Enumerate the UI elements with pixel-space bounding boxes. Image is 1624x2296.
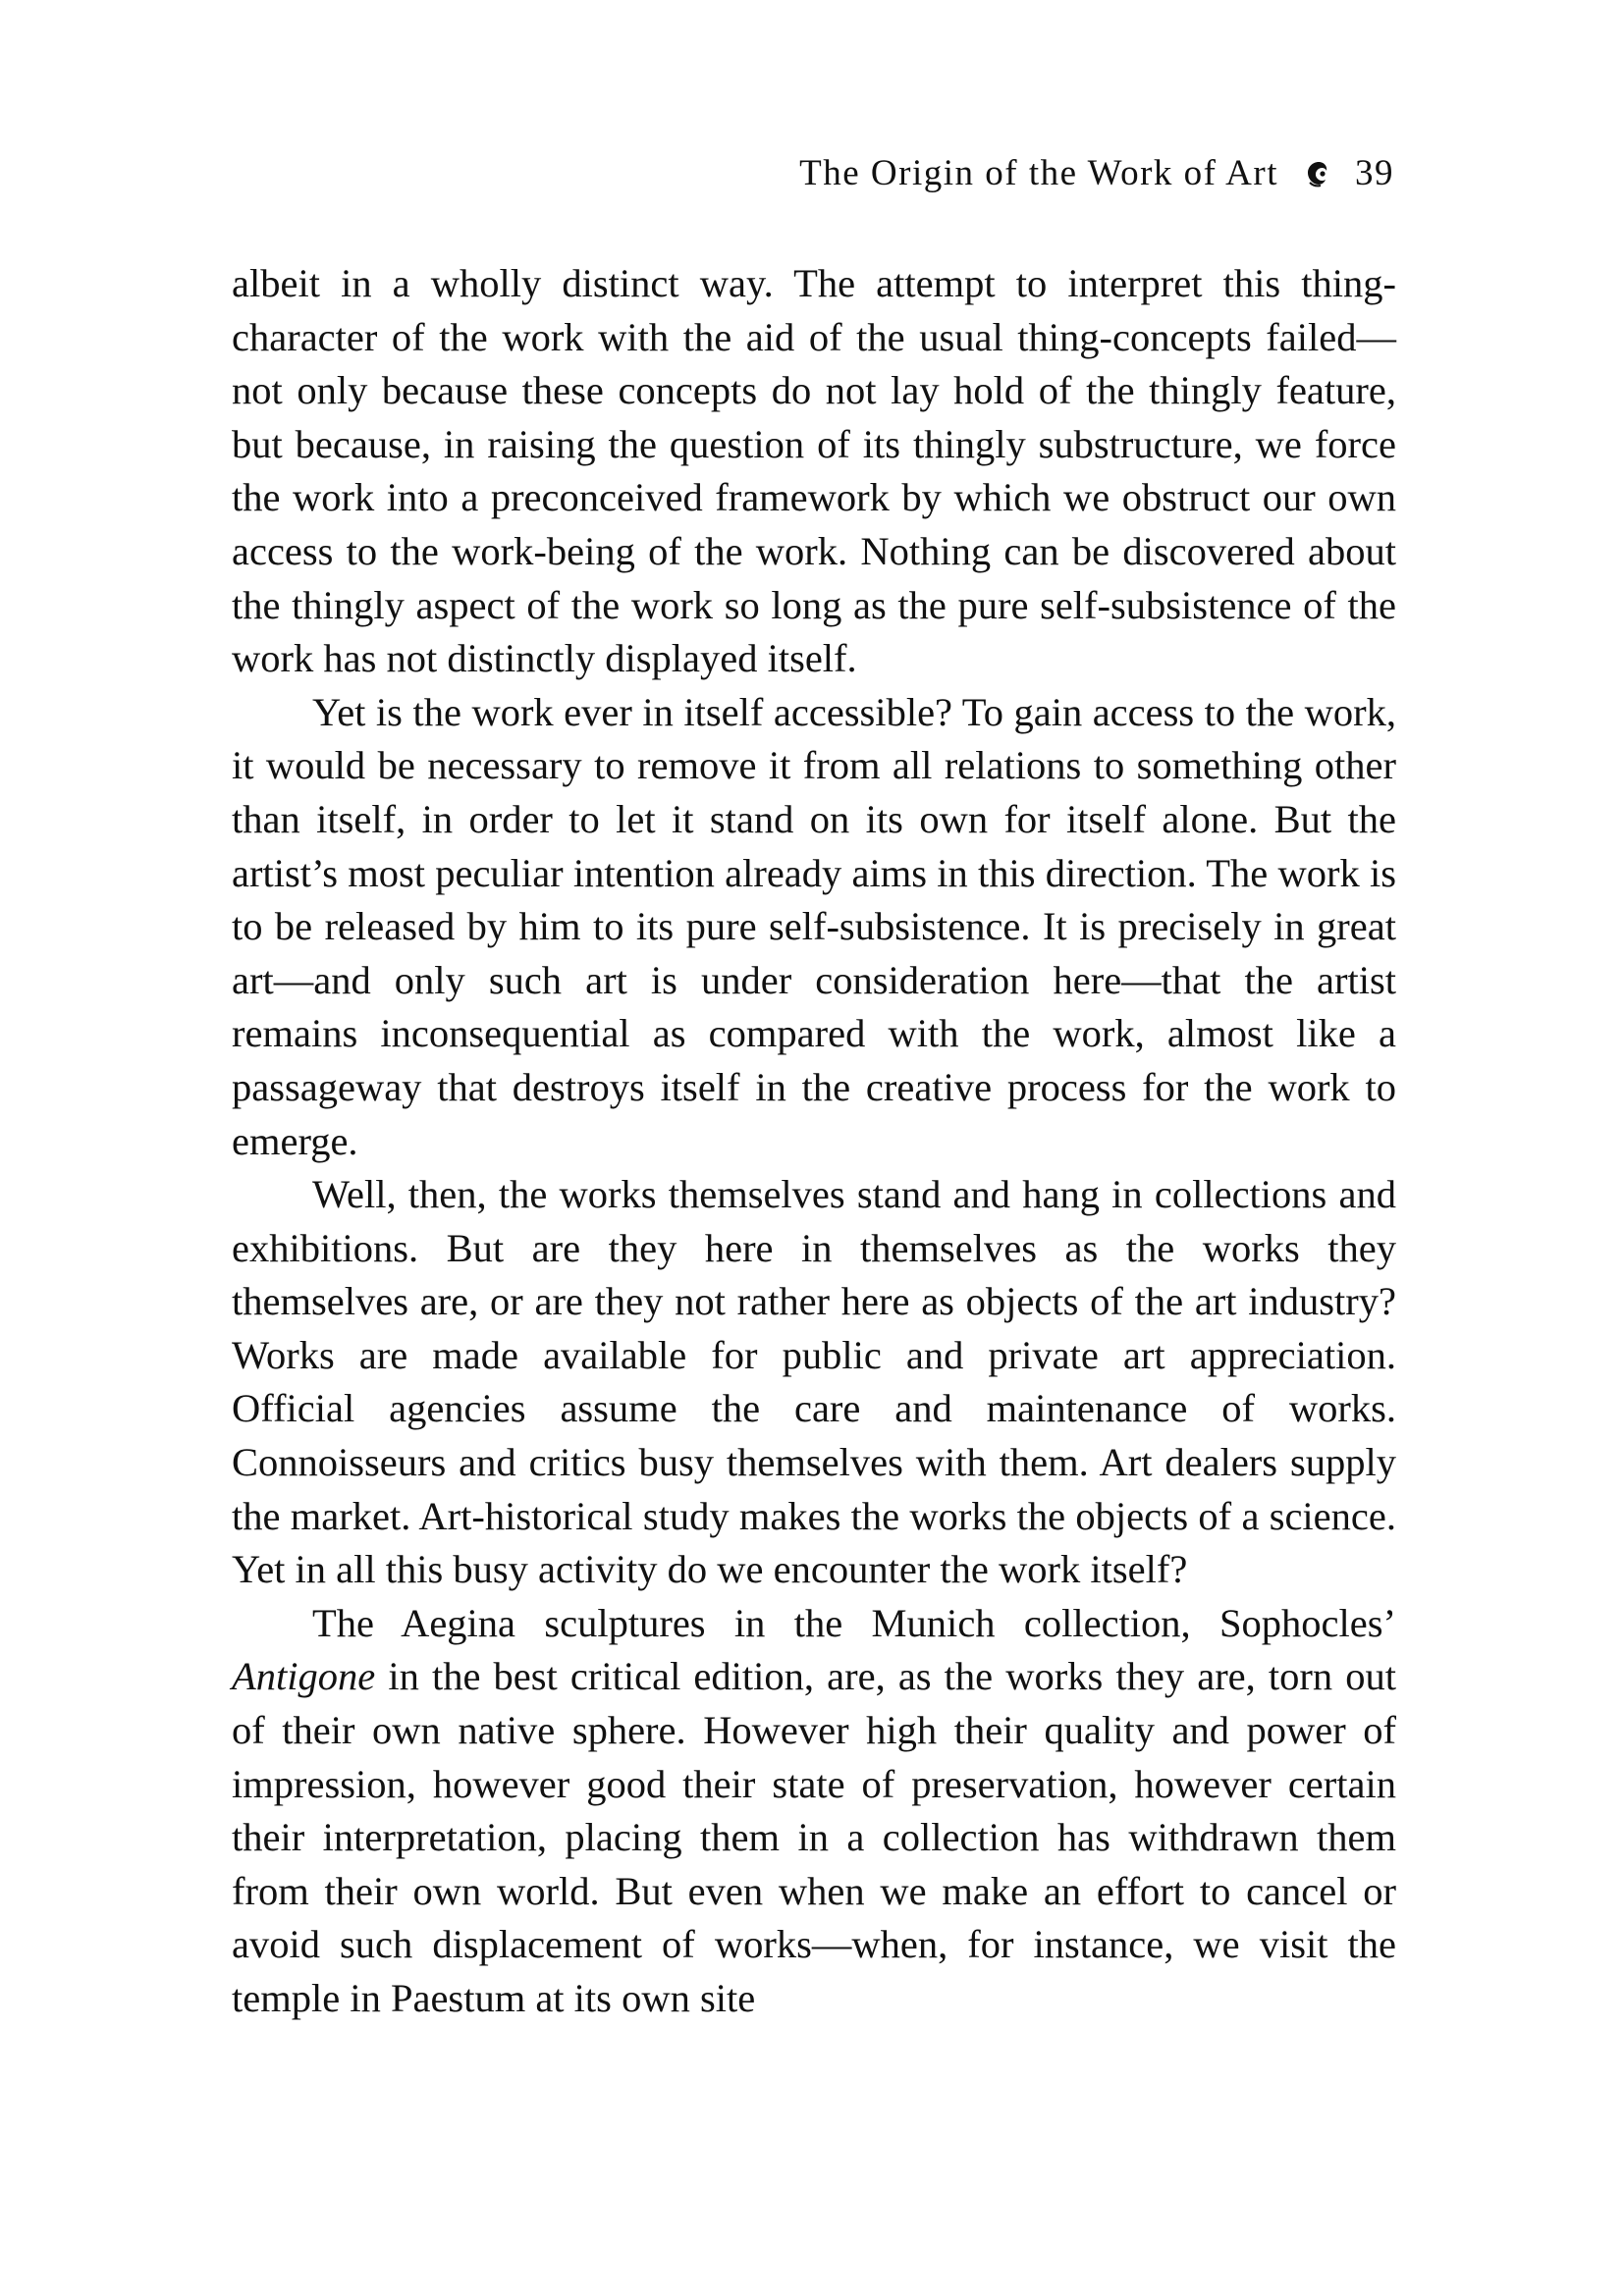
work-title-antigone: Antigone [232, 1654, 376, 1699]
paragraph-1: albeit in a wholly distinct way. The attempt to interpret this thing-character of the work with the aid of the usual thing-concepts failed—not only because these concepts do not lay hold of the thingly feature, but because, in raising the question of its thingly substructure, we force the work into a preconceived framework by which we obstruct our own access to the work-being of the work. Nothing can be discovered about the thingly aspect of the work so long as the pure self-subsistence of the work has not distinctly displayed itself. [232, 261, 1396, 681]
running-head [666, 155, 1394, 191]
paragraph-4-rest: in the best critical edition, are, as the works they are, torn out of their own native sphere. However high their quality and power of impression, however good their state of preservation, however certain their interpretation, placing them in a collection has withdrawn them from their own world. But even when we make an effort to cancel or avoid such displacement of works—when, for instance, we visit the temple in Paestum at its own site [232, 1654, 1396, 2020]
running-title: The Origin of the Work of Art [799, 153, 1278, 193]
paragraph-4-lead: The Aegina sculptures in the Munich collection, Sophocles’ [312, 1600, 1396, 1645]
paragraph-2: Yet is the work ever in itself accessible? To gain access to the work, it would be necessary to remove it from all relations to something other than itself, in order to let it stand on its own for itself alone. But the artist’s most peculiar intention already aims in this direction. The work is to be released by him to its pure self-subsistence. It is precisely in great art—and only such art is under consideration here—that the artist remains inconsequential as compared with the work, almost like a passageway that destroys itself in the creative process for the work to emerge. [232, 689, 1396, 1163]
page-number: 39 [1355, 153, 1394, 193]
fleuron-ornament-icon [1304, 159, 1333, 188]
paragraph-4 [232, 1597, 1396, 2026]
paragraph-3: Well, then, the works themselves stand and hang in collections and exhibitions. But are they here in themselves as the works they themselves are, or are they not rather here as objects of the art industry? Works are made available for public and private art appreciation. Official agencies assume the care and maintenance of works. Connoisseurs and critics busy themselves with them. Art dealers supply the market. Art-historical study makes the works the objects of a science. Yet in all this busy activity do we encounter the work itself? [232, 1172, 1396, 1592]
body-text [232, 257, 1396, 2026]
